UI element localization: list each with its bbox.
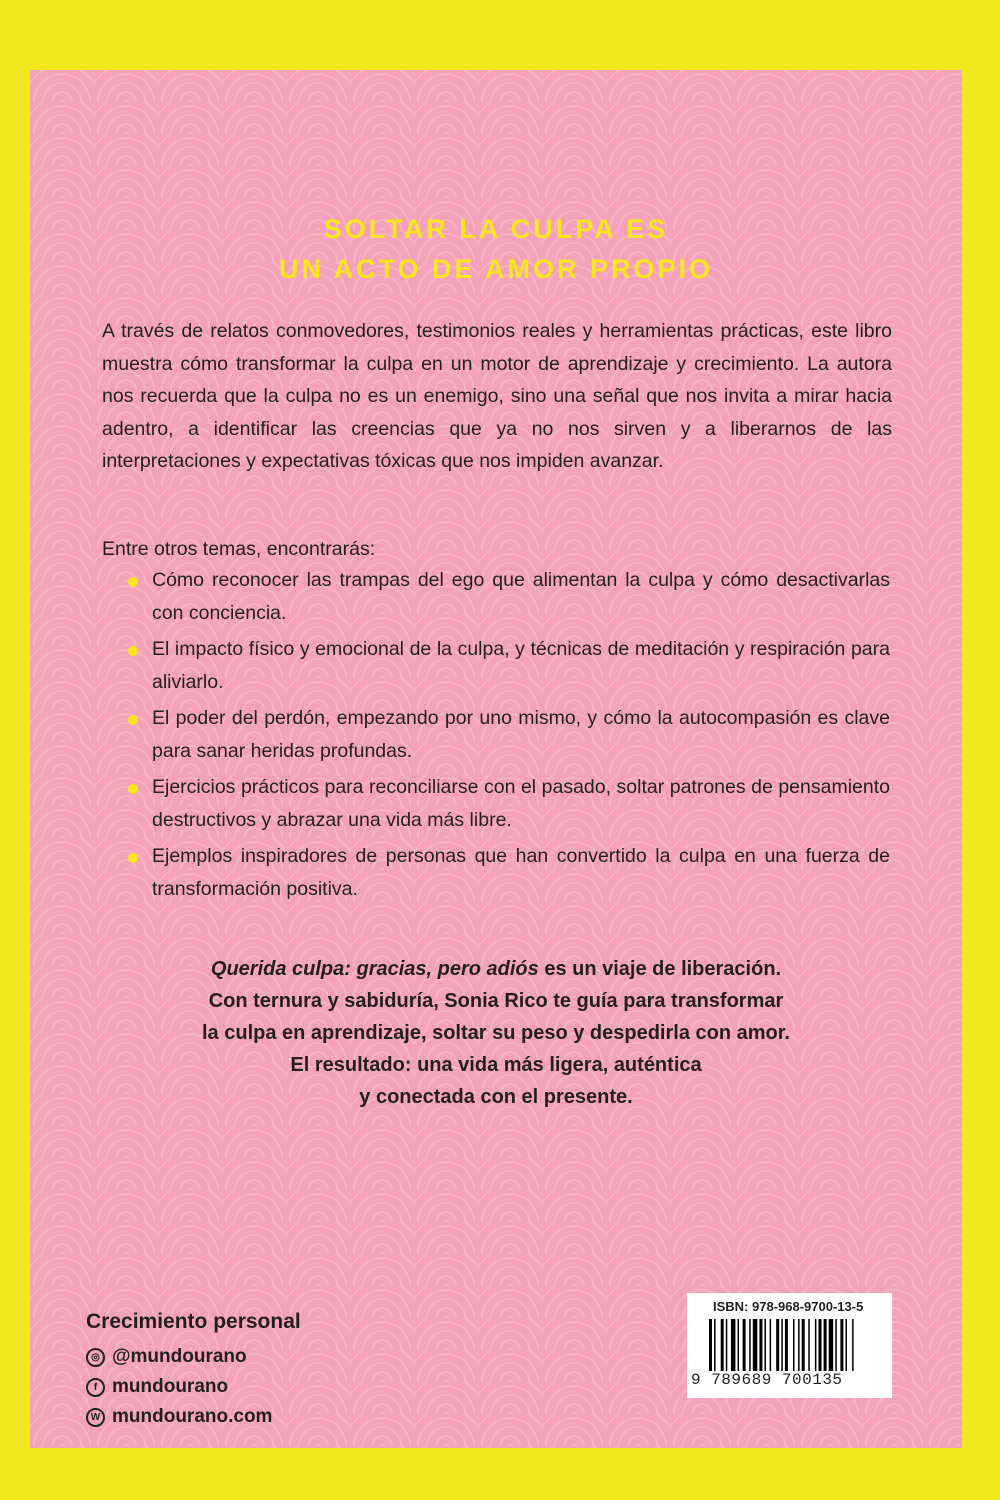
social-facebook[interactable] [86, 1376, 228, 1398]
topic-item: El impacto físico y emocional de la culpa, y técnicas de meditación y respiración para aliviarlo. [152, 638, 890, 693]
intro-paragraph: A través de relatos conmovedores, testimonios reales y herramientas prácticas, este libro muestra cómo transformar la culpa en un motor de aprendizaje y crecimiento. La autora nos recuerda que la culpa no es un enemigo, sino una señal que nos invita a mirar hacia adentro, a identificar las creencias que ya no nos sirven y a liberarnos de las interpretaciones y expectativas tóxicas que nos impiden avanzar. [102, 320, 892, 472]
barcode-icon [709, 1319, 884, 1371]
closing-line-3: la culpa en aprendizaje, soltar su peso y despedirla con amor. [202, 1022, 790, 1044]
closing-paragraph [30, 953, 962, 1113]
book-title: Querida culpa: gracias, pero adiós [210, 958, 539, 980]
bullet-icon [128, 646, 138, 656]
closing-line-1: Querida culpa: gracias, pero adiós es un viaje de liberación. [210, 958, 782, 980]
social-web[interactable] [86, 1406, 272, 1428]
social-handle: mundourano.com [112, 1406, 273, 1427]
topic-item: El poder del perdón, empezando por uno mismo, y cómo la autocompasión es clave para sanar heridas profundas. [152, 707, 890, 762]
bullet-icon [128, 577, 138, 587]
instagram-icon: ◎ [86, 1348, 105, 1367]
topic-item: Cómo reconocer las trampas del ego que alimentan la culpa y cómo desactivarlas con conciencia. [152, 569, 890, 624]
closing-line-5: y conectada con el presente. [359, 1086, 633, 1108]
facebook-icon: f [86, 1378, 105, 1397]
social-handle: @mundourano [112, 1346, 247, 1367]
barcode-box [687, 1293, 892, 1398]
tagline-line-1: SOLTAR LA CULPA ES [323, 214, 669, 244]
social-instagram[interactable] [86, 1346, 247, 1368]
back-cover-panel [30, 70, 962, 1448]
web-icon: W [86, 1408, 105, 1427]
social-handle: mundourano [112, 1376, 229, 1397]
topic-item: Ejemplos inspiradores de personas que han convertido la culpa en una fuerza de transformación positiva. [152, 845, 890, 900]
topics-heading: Entre otros temas, encontrarás: [102, 538, 376, 560]
bullet-icon [128, 853, 138, 863]
tagline-line-2: UN ACTO DE AMOR PROPIO [278, 254, 714, 284]
closing-line-4: El resultado: una vida más ligera, auténtica [290, 1054, 702, 1076]
category-label: Crecimiento personal [86, 1310, 301, 1333]
closing-line-2: Con ternura y sabiduría, Sonia Rico te guía para transformar [208, 990, 784, 1012]
barcode-digits: 9 789689 700135 [691, 1371, 843, 1389]
isbn-label: ISBN: 978-968-9700-13-5 [713, 1299, 864, 1314]
topic-item: Ejercicios prácticos para reconciliarse con el pasado, soltar patrones de pensamiento destructivos y abrazar una vida más libre. [152, 776, 890, 831]
bullet-icon [128, 715, 138, 725]
bullet-icon [128, 784, 138, 794]
